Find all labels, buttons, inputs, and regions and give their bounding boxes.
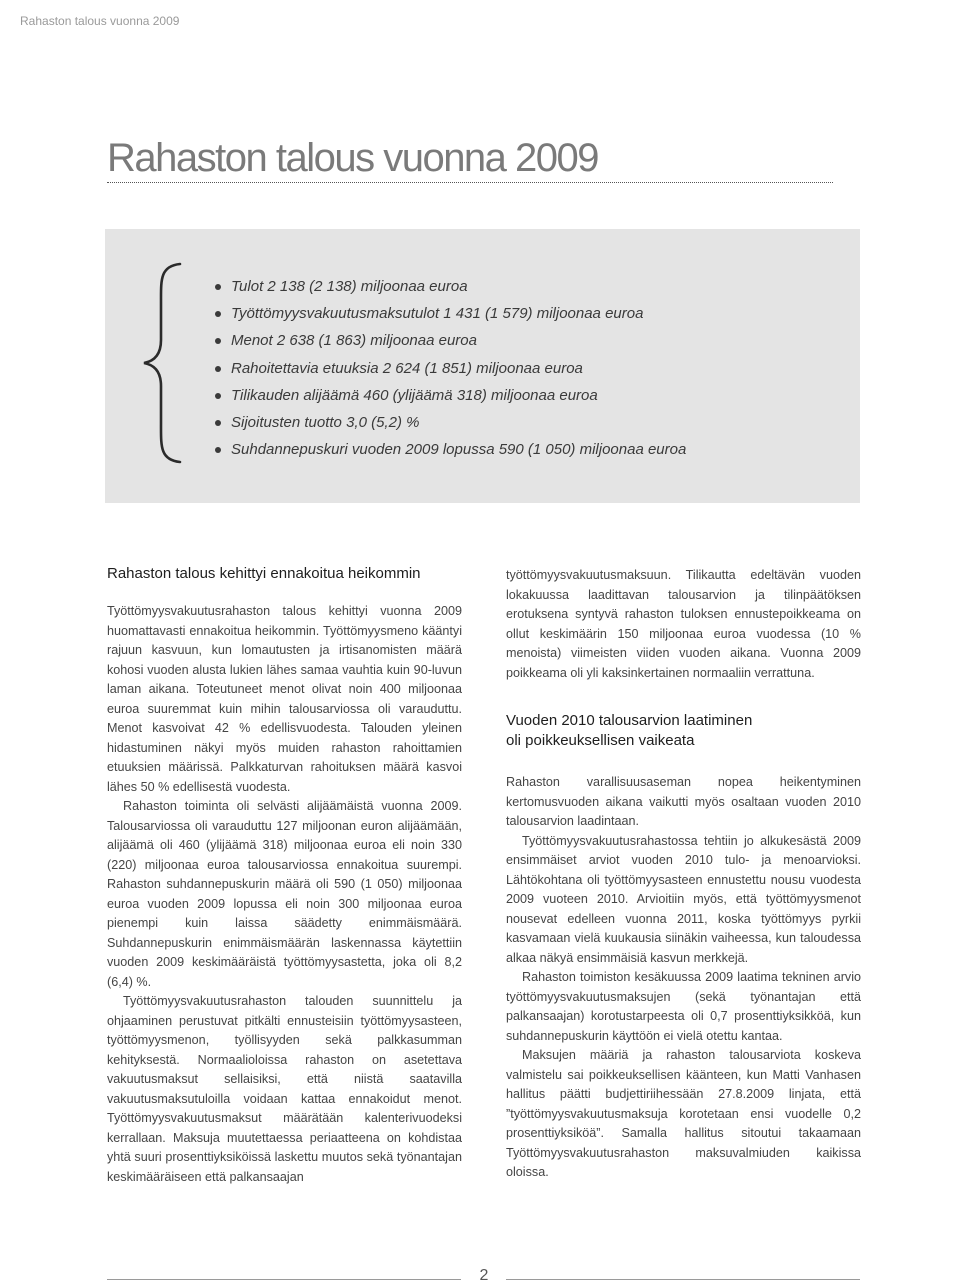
body-paragraph: Työttömyysvakuutusrahastossa tehtiin jo alkukesästä 2009 ensimmäiset arviot vuoden 2010 tulo- ja menoarvioksi. Lähtökohtana oli työttömyysasteen ennustettu nousu vuodesta 2009 vuoteen 2010. Arvioitiin myös, että työttömyysmenot nousevat edelleen vuonna 2011, koska työttömyys pyrkii kasvamaan vielä kuukausia siinäkin vaiheessa, kun taloudessa alkaa näkyä ensimmäisiä kasvun merkkejä. <box>506 833 861 965</box>
curly-brace-icon <box>140 262 184 464</box>
highlight-text: Suhdannepuskuri vuoden 2009 lopussa 590 (1 050) miljoonaa euroa <box>231 441 687 459</box>
body-paragraph: Rahaston varallisuusaseman nopea heikentyminen kertomusvuoden aikana vaikutti myös osaltaan vuoden 2010 talousarvion laadintaan. <box>506 775 861 828</box>
highlight-item <box>215 355 686 382</box>
bullet-icon <box>215 284 221 290</box>
highlight-item <box>215 382 686 409</box>
highlight-item <box>215 436 686 463</box>
bullet-icon <box>215 366 221 372</box>
bullet-icon <box>215 338 221 344</box>
highlight-text: Tulot 2 138 (2 138) miljoonaa euroa <box>231 278 468 295</box>
bullet-icon <box>215 393 221 399</box>
heading-line: oli poikkeuksellisen vaikeata <box>506 732 695 749</box>
highlight-item <box>215 300 686 327</box>
bullet-icon <box>215 447 221 453</box>
highlight-text: Rahoitettavia etuuksia 2 624 (1 851) miljoonaa euroa <box>231 359 583 377</box>
highlights-list <box>215 273 686 463</box>
highlight-item <box>215 273 686 300</box>
section-heading <box>506 711 861 751</box>
bullet-icon <box>215 420 221 426</box>
footer-divider-right <box>506 1279 860 1280</box>
highlights-box <box>105 229 860 503</box>
highlight-text: Työttömyysvakuutusmaksutulot 1 431 (1 579) miljoonaa euroa <box>231 305 644 323</box>
body-paragraph: Maksujen määriä ja rahaston talousarviota koskeva valmistelu sai poikkeuksellisen käänteen, kun Matti Vanhasen hallitus päätti budjettiriihessään 27.8.2009 linjata, että ”työttömyysvakuutusmaksuja korotetaan ensi vuodelle 0,2 prosenttiyksiköä”. Samalla hallitus sitoutui takaamaan Työttömyysvakuutusrahaston maksuvalmiuden kaikissa oloissa. <box>506 1048 861 1179</box>
body-paragraph: Rahaston toimiston kesäkuussa 2009 laatima tekninen arvio työttömyysvakuutusmaksujen (sekä työnantajan että palkansaajan) korotustarpeesta oli 0,7 prosenttiyksikköä, kun suhdannepuskurin käyttöön ei vielä otettu kantaa. <box>506 970 861 1043</box>
body-paragraph: Rahaston toiminta oli selvästi alijäämäistä vuonna 2009. Talousarviossa oli varauduttu 127 miljoonan euron alijäämään, alijäämä oli 460 (ylijäämä 318) miljoonaa euroa eli noin 330 (220) miljoonaa euroa talousarviossa ennakoitua suurempi. Rahaston suhdannepuskurin määrä oli 590 (1 050) miljoonaa euroa vuoden 2009 lopussa eli noin 300 miljoonaa euroa pienempi kuin laissa säädetty enimmäismäärä. Suhdannepuskurin enimmäismäärän laskennassa käytettiin vuoden 2009 keskimääräistä työttömyysastetta, joka oli 8,2 (6,4) %. <box>107 799 462 989</box>
highlight-item <box>215 409 686 436</box>
heading-line: Vuoden 2010 talousarvion laatiminen <box>506 712 753 729</box>
highlight-item <box>215 327 686 354</box>
running-header: Rahaston talous vuonna 2009 <box>20 14 180 28</box>
body-paragraph: Työttömyysvakuutusrahaston talous kehittyi vuonna 2009 huomattavasti ennakoitua heikommin. Työttömyysmeno kääntyi rajuun kasvuun, kun lomautusten ja irtisanomisten määrä kohosi vuoden alusta lukien lähes samaa vauhtia kuin 90-luvun laman aikana. Toteutuneet menot olivat noin 400 miljoonaa euroa suuremmat kuin mihin talousarviossa oli varauduttu. Menot kasvoivat 42 % edellisvuodesta. Talouden yleinen hidastuminen näkyi myös muiden rahaston rahoittamien etuuksien määrissä. Palkkaturvan rahoituksen määrä kasvoi lähes 50 % edellisestä vuodesta. <box>107 604 462 794</box>
section-heading: Rahaston talous kehittyi ennakoitua heikommin <box>107 565 421 582</box>
body-paragraph: Työttömyysvakuutusrahaston talouden suunnittelu ja ohjaaminen perustuvat pitkälti ennusteisiin työttömyysasteen, työttömyysmenon, työllisyyden sekä palkkasumman kehityksestä. Normaalioloissa rahaston on asetettava vakuutusmaksut sellaisiksi, että niistä saatavilla vakuutusmaksutuloilla voidaan kattaa ennakoidut menot. Työttömyysvakuutusmaksut määrätään kalenterivuodeksi kerrallaan. Maksuja muutettaessa periaatteena on kohdistaa yhtä suuri prosenttiyksiköissä laskettu muutos sekä työnantajan keskimääräiseen että palkansaajan <box>107 994 462 1184</box>
bullet-icon <box>215 311 221 317</box>
highlight-text: Tilikauden alijäämä 460 (ylijäämä 318) miljoonaa euroa <box>231 386 598 404</box>
page-title: Rahaston talous vuonna 2009 <box>107 134 833 183</box>
left-column <box>107 564 462 1187</box>
highlight-text: Menot 2 638 (1 863) miljoonaa euroa <box>231 332 477 350</box>
page-number: 2 <box>479 1267 489 1284</box>
footer-divider-left <box>107 1279 461 1280</box>
highlight-text: Sijoitusten tuotto 3,0 (5,2) % <box>231 414 420 432</box>
right-column <box>506 566 861 1183</box>
body-paragraph-continued: työttömyysvakuutusmaksuun. Tilikautta edeltävän vuoden lokakuussa laadittavan talousarvion ja tilinpäätöksen erotuksena syntyvä rahaston tuloksen ennustepoikkeama on ollut keskimäärin 150 miljoonaa euroa vuodessa (10 % menoista) viimeisten viiden vuoden aikana. Vuonna 2009 poikkeama oli yli kaksinkertainen normaaliin verrattuna. <box>506 568 861 680</box>
